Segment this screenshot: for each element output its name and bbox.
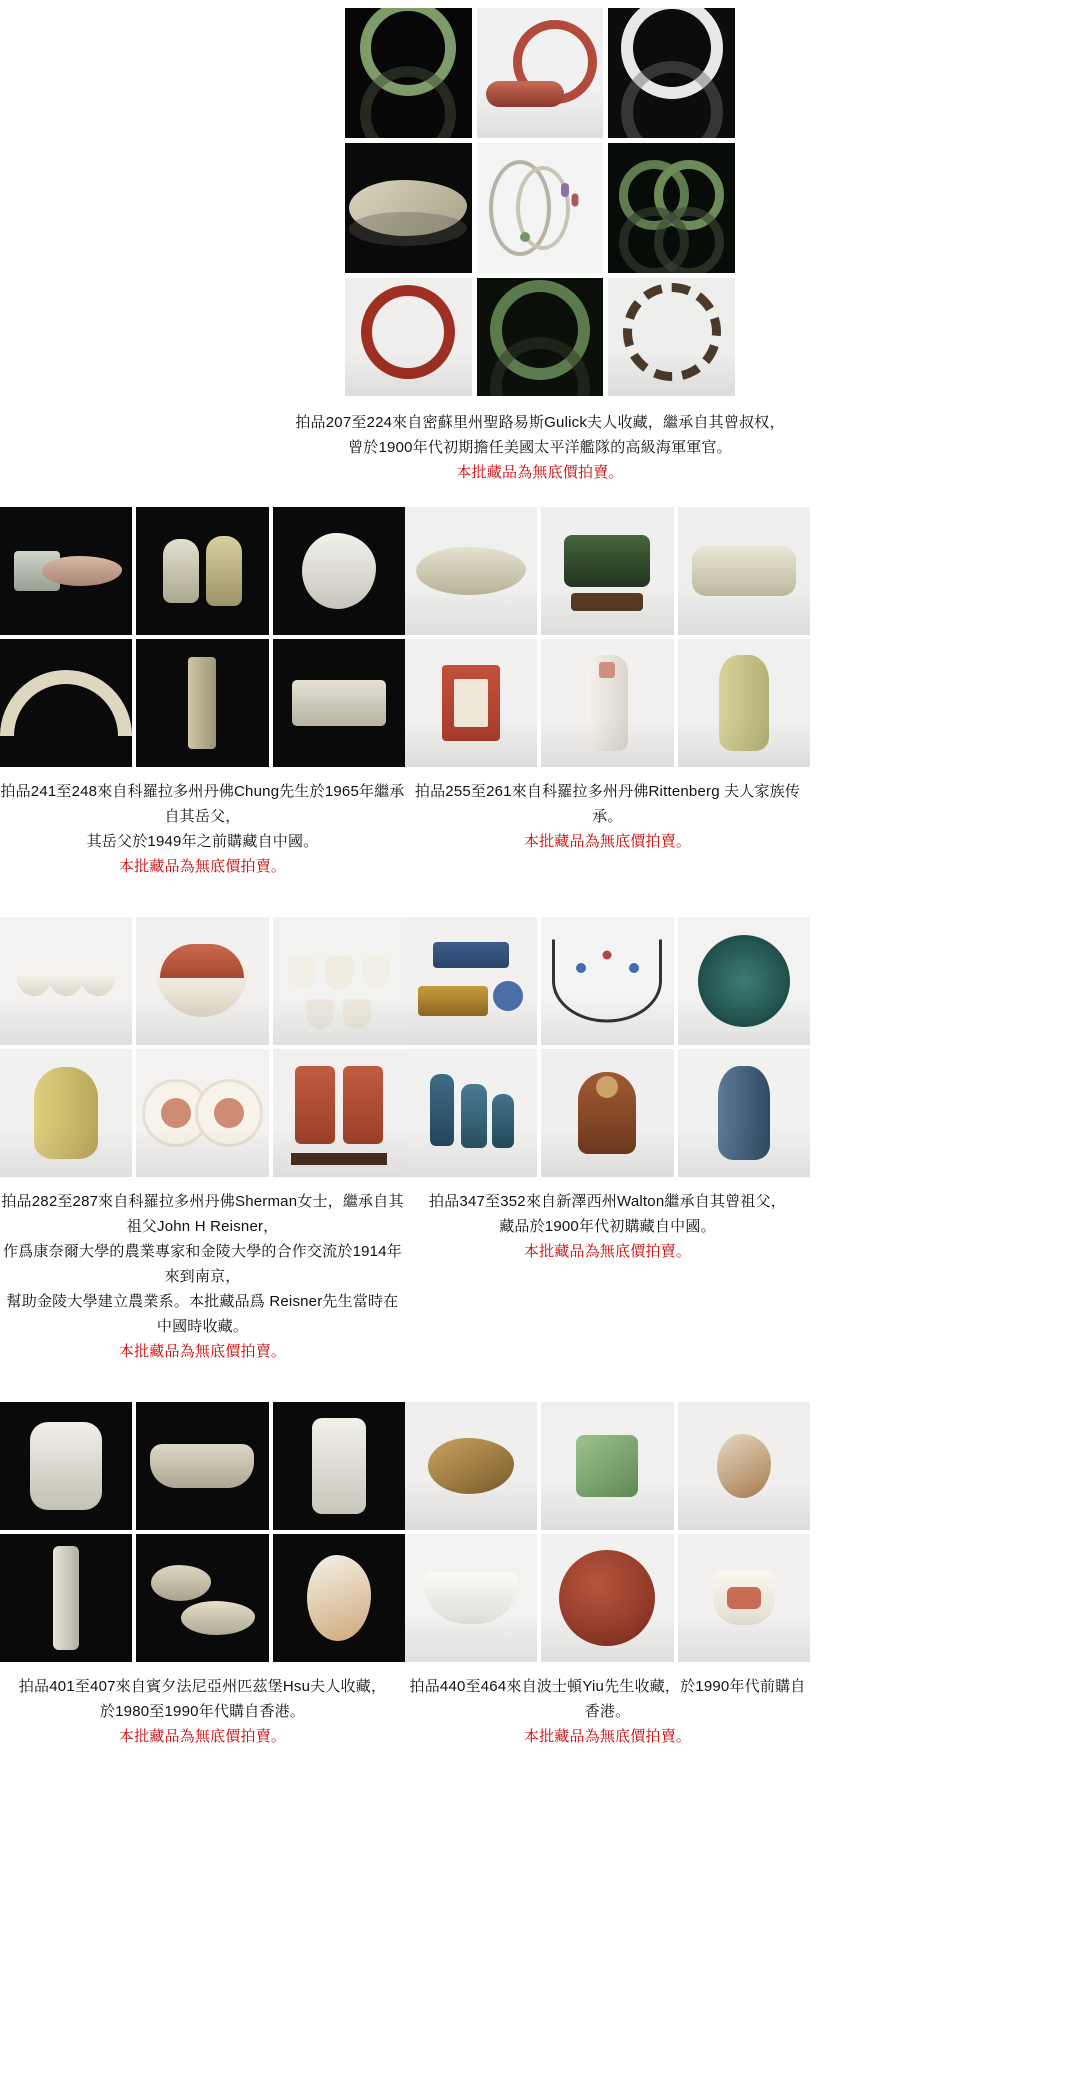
- caption-section-3-right: [405, 1177, 810, 1282]
- caption-highlight: 本批藏品為無底價拍賣。: [118, 1343, 287, 1360]
- photo-white-glazed-lobed-bowl: [405, 1534, 537, 1662]
- photo-pale-jade-libation-cup: [678, 507, 810, 635]
- photo-famille-rose-dragon-dishes-pair: [136, 1049, 268, 1177]
- photo-jade-arc-huang-pendant: [0, 639, 132, 767]
- caption-line: 曾於1900年代初期擔任美國太平洋艦隊的高級海軍軍官。: [348, 439, 732, 456]
- section-2-left-gallery: [0, 507, 405, 897]
- photo-white-jade-carving: [273, 507, 405, 635]
- photo-jade-cylinder-cong: [136, 639, 268, 767]
- photo-jade-boulder-russet: [273, 1534, 405, 1662]
- section-3-left-gallery: [0, 917, 405, 1382]
- caption-line: 拍品440至464來自波士頓Yiu先生收藏，於1990年代前購自香港。: [409, 1678, 806, 1720]
- caption-highlight: 本批藏品為無底價拍賣。: [523, 1728, 692, 1745]
- photo-cloisonne-vases-group: [405, 1049, 537, 1177]
- caption-section-2-left: [0, 767, 405, 897]
- caption-line: 於1980至1990年代購自香港。: [99, 1703, 306, 1720]
- photo-celadon-glazed-vase: [678, 639, 810, 767]
- photo-twisted-metal-bangle: [608, 278, 735, 396]
- photo-agate-carving-brown: [405, 1402, 537, 1530]
- photo-iron-red-dragon-cup: [678, 1534, 810, 1662]
- photo-jade-bangle-red: [345, 278, 472, 396]
- photo-cloisonne-buckles-and-box: [405, 917, 537, 1045]
- section-3-right-gallery: [405, 917, 810, 1382]
- caption-highlight: 本批藏品為無底價拍賣。: [456, 464, 624, 481]
- photo-iron-red-dragon-covered-bowl: [136, 917, 268, 1045]
- photo-jade-figure-pair: [136, 507, 268, 635]
- photo-coral-ground-vases-pair-on-stands: [273, 1049, 405, 1177]
- caption-highlight: 本批藏品為無底價拍賣。: [523, 1243, 692, 1260]
- provenance-section-2: [0, 507, 1080, 897]
- photo-yellow-ground-dragon-jar: [0, 1049, 132, 1177]
- photo-copper-red-glazed-dish: [541, 1534, 673, 1662]
- section-4-right-gallery: [405, 1402, 810, 1767]
- photo-jade-bangle-dark-green: [477, 278, 604, 396]
- photo-jade-carvings-group: [136, 1534, 268, 1662]
- caption-line: 拍品282至287來自科羅拉多州丹佛Sherman女士，繼承自其祖父John H Reisner，: [1, 1193, 404, 1235]
- photo-jade-bangle-green: [345, 8, 472, 138]
- photo-russet-jade-carving: [678, 1402, 810, 1530]
- caption-line: 拍品255至261來自科羅拉多州丹佛Rittenberg 夫人家族传承。: [414, 783, 801, 825]
- caption-line: 幫助金陵大學建立農業系。本批藏品爲 Reisner先生當時在中國時收藏。: [6, 1293, 399, 1335]
- photo-famille-rose-rouleau-vase: [541, 639, 673, 767]
- photo-jade-brushwasher-carved: [405, 507, 537, 635]
- photo-court-necklace-chaozhu: [541, 917, 673, 1045]
- photo-jade-pendant-long: [0, 1534, 132, 1662]
- photo-jade-twin-handled-cup: [136, 1402, 268, 1530]
- photo-famille-rose-cup-set: [0, 917, 132, 1045]
- caption-section-2-right: [405, 767, 810, 872]
- section-2-right-gallery: [405, 507, 810, 897]
- photo-cloisonne-baluster-vase: [678, 1049, 810, 1177]
- caption-line: 作爲康奈爾大學的農業專家和金陵大學的合作交流於1914年來到南京，: [3, 1243, 402, 1285]
- photo-cloisonne-circular-box: [678, 917, 810, 1045]
- provenance-section-1: [0, 0, 1080, 507]
- caption-line: 拍品241至248來自科羅拉多州丹佛Chung先生於1965年繼承自其岳父，: [0, 783, 405, 825]
- photo-jade-bangle-white: [608, 8, 735, 138]
- photo-coral-ground-famille-rose-brushpot: [405, 639, 537, 767]
- caption-line: 其岳父於1949年之前購藏自中國。: [86, 833, 319, 850]
- caption-highlight: 本批藏品為無底價拍賣。: [118, 1728, 287, 1745]
- photo-white-jade-carved-vase: [273, 1402, 405, 1530]
- photo-spinach-jade-censer-on-stand: [541, 507, 673, 635]
- provenance-section-4: [0, 1402, 1080, 1767]
- photo-jade-bangle-red-carved: [477, 8, 604, 138]
- photo-jade-bangles-pair-green: [608, 143, 735, 273]
- photo-jade-rectangular-carving: [273, 639, 405, 767]
- caption-section-4-left: [0, 1662, 405, 1767]
- caption-highlight: 本批藏品為無底價拍賣。: [118, 858, 287, 875]
- caption-section-1: [0, 396, 1080, 507]
- photo-seated-buddha-figure: [541, 1049, 673, 1177]
- caption-line: 藏品於1900年代初購藏自中國。: [499, 1218, 716, 1235]
- photo-jade-seal-and-carving: [0, 507, 132, 635]
- caption-line: 拍品347至352來自新澤西州Walton繼承自其曾祖父，: [429, 1193, 786, 1210]
- caption-section-3-left: [0, 1177, 405, 1382]
- photo-jade-carved-plaque: [345, 143, 472, 273]
- photo-white-jade-openwork-plaque: [0, 1402, 132, 1530]
- caption-highlight: 本批藏品為無底價拍賣。: [523, 833, 692, 850]
- caption-line: 拍品401至407來自賓夕法尼亞州匹茲堡Hsu夫人收藏，: [18, 1678, 387, 1695]
- photo-jadeite-plaque-green: [541, 1402, 673, 1530]
- caption-section-4-right: [405, 1662, 810, 1767]
- provenance-section-3: [0, 917, 1080, 1382]
- photo-beaded-necklaces-and-earrings: [477, 143, 604, 273]
- section-4-left-gallery: [0, 1402, 405, 1767]
- photo-covered-tea-bowls-group: [273, 917, 405, 1045]
- caption-line: 拍品207至224來自密蘇里州聖路易斯Gulick夫人收藏，繼承自其曾叔权，: [295, 414, 785, 431]
